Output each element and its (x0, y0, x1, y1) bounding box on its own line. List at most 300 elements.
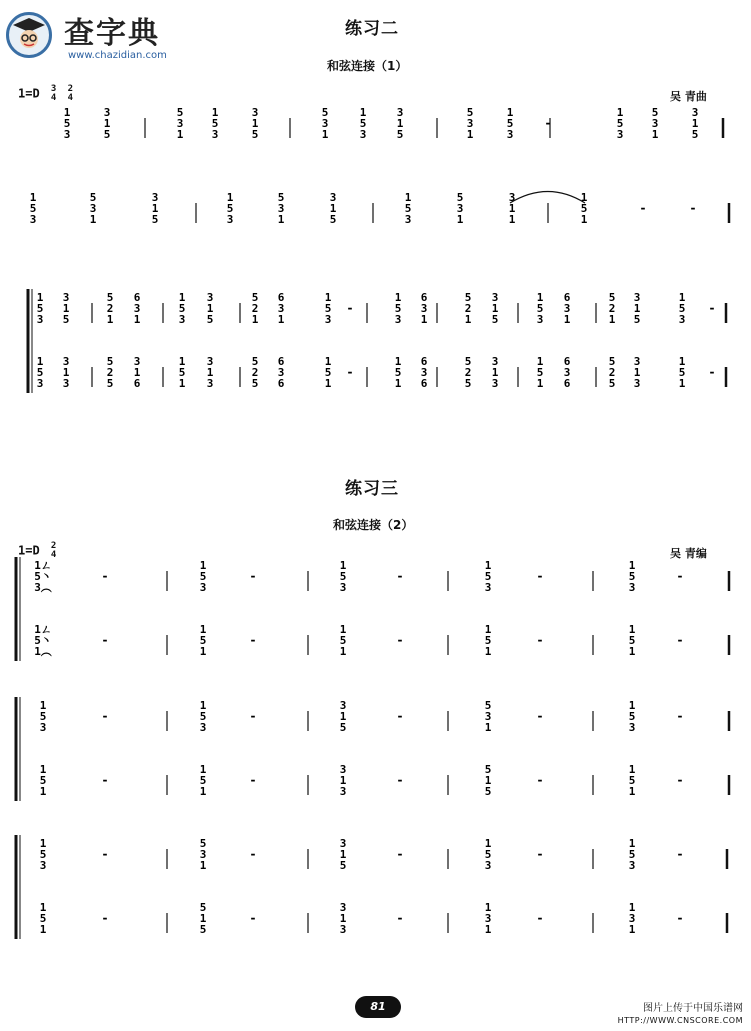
chord-note: 1 (491, 366, 499, 379)
logo-name: 查字典 (64, 16, 160, 51)
chord-note: 3 (206, 355, 214, 368)
page-number: 81 (355, 996, 401, 1018)
chord-note: 5 (536, 366, 544, 379)
chord-note: 1 (39, 837, 47, 850)
dash-rest: - (249, 773, 257, 787)
chord-note: 3 (484, 710, 492, 723)
chord-note: 3 (324, 313, 332, 326)
chord-note: 1 (39, 699, 47, 712)
chord-note: 1 (329, 202, 337, 215)
dash-rest: - (536, 773, 544, 787)
dash-rest: - (676, 633, 684, 647)
chord-note: 3 (39, 721, 47, 734)
chord-note: 5 (199, 837, 207, 850)
dash-rest: - (249, 847, 257, 861)
chord-note: 5 (339, 634, 347, 647)
chord-note: 1 (628, 699, 636, 712)
chord-note: 1 (277, 213, 285, 226)
chord-note: 5 (536, 302, 544, 315)
chord-note: 5 (324, 366, 332, 379)
chord-note: 1 (199, 859, 207, 872)
chord-note: 3 (199, 848, 207, 861)
chord-note: 5 (29, 202, 37, 215)
chord-note: 5 (464, 355, 472, 368)
chord-note: 5 (251, 128, 259, 141)
chord-note: 1 (89, 213, 97, 226)
chord-note: 1 (277, 313, 285, 326)
chord-note: 5 (199, 923, 207, 936)
chord-note: 1 (628, 763, 636, 776)
chord-note: 5 (63, 117, 71, 130)
chord-note: 1 (324, 291, 332, 304)
chord-note: 5 (178, 302, 186, 315)
chord-note: 5 (359, 117, 367, 130)
exercise-2-subtitle: 和弦连接（1） (327, 59, 408, 73)
chord-note: 5 (339, 721, 347, 734)
chord-note: 1 (206, 302, 214, 315)
chord-note: 5 (456, 191, 464, 204)
chord-note: 5 (678, 302, 686, 315)
chord-note: 5 (251, 291, 259, 304)
chord-note: 5 (491, 313, 499, 326)
chord-note: 1 (678, 291, 686, 304)
dash-rest: - (396, 569, 404, 583)
chord-note: 3 (651, 117, 659, 130)
chord-note: 6 (133, 291, 141, 304)
chord-note: 1 (199, 912, 207, 925)
chord-note: 1 (691, 117, 699, 130)
chord-note: 2 (608, 366, 616, 379)
chord-note: 1 (678, 377, 686, 390)
key-label: 1=D (18, 543, 40, 558)
chord-note: 1 (199, 559, 207, 572)
chord-note: 5 (89, 191, 97, 204)
time-signature-2: 2 4 (67, 84, 73, 103)
chord-note: 3︵ (34, 581, 52, 594)
chord-note: 3 (508, 191, 516, 204)
chord-note: 6 (420, 377, 428, 390)
chord-note: 5 (199, 710, 207, 723)
exercise-3-subtitle: 和弦连接（2） (333, 518, 414, 532)
chord-note: 5 (691, 128, 699, 141)
chord-note: 1 (62, 366, 70, 379)
dash-rest: - (346, 301, 354, 315)
chord-note: 1 (39, 923, 47, 936)
chord-note: 2 (464, 366, 472, 379)
chord-note: 5丶 (34, 570, 52, 583)
chord-note: 5 (199, 634, 207, 647)
chord-note: 5 (628, 710, 636, 723)
chord-note: 1 (339, 710, 347, 723)
dash-rest: - (639, 201, 647, 215)
footer-url: HTTP://WWW.CNSCORE.COM (617, 1016, 743, 1025)
chord-note: 5 (176, 106, 184, 119)
chord-note: 3 (536, 313, 544, 326)
chord-note: 3 (456, 202, 464, 215)
chord-note: 5 (616, 117, 624, 130)
chord-note: 1 (633, 366, 641, 379)
chord-note: 1 (628, 837, 636, 850)
chord-note: 1 (339, 912, 347, 925)
exercise-3-composer: 吴 青编 (670, 547, 707, 560)
chord-note: 1 (199, 785, 207, 798)
chord-note: 1 (62, 302, 70, 315)
chord-note: 3 (321, 117, 329, 130)
chord-note: 3 (39, 859, 47, 872)
dash-rest: - (101, 633, 109, 647)
chord-note: 3 (396, 106, 404, 119)
chord-note: 3 (628, 912, 636, 925)
chord-note: 1 (39, 763, 47, 776)
chord-note: 5 (339, 570, 347, 583)
chord-note: 3 (63, 128, 71, 141)
dash-rest: - (396, 709, 404, 723)
chord-note: 5 (628, 570, 636, 583)
chord-note: 1 (394, 377, 402, 390)
dash-rest: - (101, 847, 109, 861)
footer-line-1: 图片上传于中国乐谱网 (643, 1003, 743, 1014)
chord-note: 1 (484, 774, 492, 787)
chord-note: 6 (277, 291, 285, 304)
chord-note: 5 (394, 366, 402, 379)
chord-note: 1 (206, 366, 214, 379)
chord-note: 3 (36, 377, 44, 390)
dash-rest: - (249, 709, 257, 723)
chord-note: 2 (608, 302, 616, 315)
dash-rest: - (708, 365, 716, 379)
chord-note: 1 (178, 291, 186, 304)
chord-note: 2 (464, 302, 472, 315)
chord-note: 5 (199, 570, 207, 583)
dash-rest: - (676, 847, 684, 861)
chord-note: 6 (420, 355, 428, 368)
chord-note: 1 (106, 313, 114, 326)
chord-note: 3 (484, 859, 492, 872)
chord-note: 5 (678, 366, 686, 379)
chord-note: 3 (151, 191, 159, 204)
chord-note: 1ㄥ (34, 559, 52, 572)
chord-note: 6 (420, 291, 428, 304)
chord-note: 5 (211, 117, 219, 130)
chord-note: 6 (563, 377, 571, 390)
chord-note: 5丶 (34, 634, 52, 647)
chord-note: 5 (464, 291, 472, 304)
chord-note: 3 (277, 202, 285, 215)
chord-note: 3 (339, 837, 347, 850)
chord-note: 3 (133, 302, 141, 315)
chord-note: 1 (39, 785, 47, 798)
chord-note: 6 (563, 291, 571, 304)
dash-rest: - (101, 569, 109, 583)
chord-note: 6 (277, 355, 285, 368)
chord-note: 1 (226, 191, 234, 204)
chord-note: 5 (199, 901, 207, 914)
dash-rest: - (676, 911, 684, 925)
chord-note: 1 (464, 313, 472, 326)
chord-note: 3 (506, 128, 514, 141)
chord-note: 3 (420, 366, 428, 379)
chord-note: 3 (628, 721, 636, 734)
chord-note: 5 (106, 355, 114, 368)
chord-note: 1 (506, 106, 514, 119)
chord-note: 1 (580, 191, 588, 204)
chord-note: 1 (484, 837, 492, 850)
chord-note: 1 (616, 106, 624, 119)
chord-note: 1 (199, 699, 207, 712)
chord-note: 3 (339, 785, 347, 798)
chord-note: 5 (151, 213, 159, 226)
chord-note: 1 (133, 313, 141, 326)
chord-note: 3 (466, 117, 474, 130)
chord-note: 1 (133, 366, 141, 379)
chord-note: 1 (251, 117, 259, 130)
chord-note: 1 (394, 291, 402, 304)
chord-note: 1 (508, 213, 516, 226)
chord-note: 3 (563, 302, 571, 315)
chord-note: 3 (633, 377, 641, 390)
chord-note: 1 (608, 313, 616, 326)
chord-note: 3 (628, 859, 636, 872)
chord-note: 5 (394, 302, 402, 315)
chord-note: 1 (536, 377, 544, 390)
chord-note: 2 (106, 302, 114, 315)
chord-note: 1 (456, 213, 464, 226)
chord-note: 5 (226, 202, 234, 215)
chord-note: 5 (484, 763, 492, 776)
chord-note: 5 (62, 313, 70, 326)
chord-note: 1 (628, 785, 636, 798)
chord-note: 5 (628, 634, 636, 647)
time-signature: 2 4 (50, 541, 57, 560)
dash-rest: - (101, 911, 109, 925)
chord-note: 3 (226, 213, 234, 226)
chord-note: 6 (133, 377, 141, 390)
dash-rest: - (536, 911, 544, 925)
chord-note: 1 (199, 763, 207, 776)
chord-note: 3 (251, 106, 259, 119)
chord-note: 1 (339, 559, 347, 572)
chord-note: 3 (484, 912, 492, 925)
dash-rest: - (346, 365, 354, 379)
chord-note: 1 (484, 901, 492, 914)
chord-note: 1 (678, 355, 686, 368)
chord-note: 2 (251, 302, 259, 315)
chord-note: 5 (277, 191, 285, 204)
chord-note: 1 (151, 202, 159, 215)
dash-rest: - (101, 773, 109, 787)
chord-note: 3 (211, 128, 219, 141)
key-label: 1=D (18, 86, 40, 101)
chord-note: 3 (616, 128, 624, 141)
chord-note: 5 (608, 355, 616, 368)
dash-rest: - (101, 709, 109, 723)
chord-note: 3 (339, 763, 347, 776)
chord-note: 1 (484, 559, 492, 572)
chord-note: 3 (491, 355, 499, 368)
dash-rest: - (396, 847, 404, 861)
chord-note: 3 (62, 355, 70, 368)
dash-rest: - (249, 633, 257, 647)
chord-note: 1ㄥ (34, 623, 52, 636)
chord-note: 5 (251, 377, 259, 390)
chord-note: 5 (206, 313, 214, 326)
chord-note: 5 (324, 302, 332, 315)
chord-note: 1 (39, 901, 47, 914)
chord-note: 2 (251, 366, 259, 379)
chord-note: 1 (580, 213, 588, 226)
chord-note: 1 (508, 202, 516, 215)
time-signature-1: 3 4 (50, 84, 57, 103)
chord-note: 3 (176, 117, 184, 130)
chord-note: 5 (608, 291, 616, 304)
chord-note: 1 (628, 901, 636, 914)
chord-note: 3 (89, 202, 97, 215)
chord-note: 5 (506, 117, 514, 130)
chord-note: 1 (484, 721, 492, 734)
chord-note: 3 (277, 366, 285, 379)
chord-note: 1 (178, 377, 186, 390)
chord-note: 1 (359, 106, 367, 119)
chord-note: 3 (491, 291, 499, 304)
chord-note: 3 (133, 355, 141, 368)
chord-note: 3 (633, 355, 641, 368)
chord-note: 5 (251, 355, 259, 368)
chord-note: 3 (329, 191, 337, 204)
dash-rest: - (396, 633, 404, 647)
chord-note: 1 (628, 645, 636, 658)
dash-rest: - (536, 847, 544, 861)
chord-note: 3 (563, 366, 571, 379)
chord-note: 1 (628, 623, 636, 636)
chord-note: 1 (29, 191, 37, 204)
chord-note: 3 (491, 377, 499, 390)
chord-note: 1 (466, 128, 474, 141)
chord-note: 1 (63, 106, 71, 119)
chord-note: 5 (39, 848, 47, 861)
chord-note: 6 (563, 355, 571, 368)
chord-note: 3 (339, 699, 347, 712)
chord-note: 1 (339, 645, 347, 658)
chord-note: 3 (633, 291, 641, 304)
dash-rest: - (249, 569, 257, 583)
dash-rest: - (544, 116, 552, 130)
dash-rest: - (676, 709, 684, 723)
chord-note: 5 (628, 848, 636, 861)
chord-note: 1 (628, 559, 636, 572)
chord-note: 5 (199, 774, 207, 787)
chord-note: 5 (484, 570, 492, 583)
chord-note: 6 (277, 377, 285, 390)
chord-note: 3 (199, 721, 207, 734)
chord-note: 5 (39, 912, 47, 925)
chord-note: 5 (633, 313, 641, 326)
dash-rest: - (689, 201, 697, 215)
chord-note: 1 (484, 623, 492, 636)
chord-note: 1 (321, 128, 329, 141)
dash-rest: - (676, 569, 684, 583)
chord-note: 5 (103, 128, 111, 141)
chord-note: 5 (106, 291, 114, 304)
chord-note: 3 (359, 128, 367, 141)
chord-note: 3 (206, 377, 214, 390)
chord-note: 1 (404, 191, 412, 204)
chord-note: 1 (339, 623, 347, 636)
chord-note: 1 (339, 848, 347, 861)
dash-rest: - (396, 911, 404, 925)
chord-note: 5 (321, 106, 329, 119)
chord-note: 1 (324, 377, 332, 390)
chord-note: 1 (536, 355, 544, 368)
chord-note: 1︵ (34, 645, 52, 658)
chord-note: 3 (339, 923, 347, 936)
chord-note: 1 (420, 313, 428, 326)
chord-note: 3 (420, 302, 428, 315)
chord-note: 1 (211, 106, 219, 119)
chord-note: 1 (628, 923, 636, 936)
dash-rest: - (249, 911, 257, 925)
chord-note: 1 (484, 923, 492, 936)
chord-note: 3 (404, 213, 412, 226)
chord-note: 1 (563, 313, 571, 326)
chord-note: 1 (251, 313, 259, 326)
chord-note: 5 (396, 128, 404, 141)
chord-note: 3 (206, 291, 214, 304)
chord-note: 1 (491, 302, 499, 315)
chord-note: 5 (106, 377, 114, 390)
chord-note: 1 (199, 623, 207, 636)
dash-rest: - (536, 709, 544, 723)
logo-url: www.chazidian.com (68, 50, 167, 61)
chord-note: 1 (324, 355, 332, 368)
chord-note: 5 (329, 213, 337, 226)
dash-rest: - (536, 569, 544, 583)
chord-note: 5 (484, 785, 492, 798)
chord-note: 1 (36, 291, 44, 304)
chord-note: 1 (36, 355, 44, 368)
chord-note: 1 (339, 774, 347, 787)
chord-note: 5 (178, 366, 186, 379)
chord-note: 3 (103, 106, 111, 119)
chord-note: 3 (339, 581, 347, 594)
chord-note: 3 (62, 377, 70, 390)
chord-note: 1 (103, 117, 111, 130)
chord-note: 1 (536, 291, 544, 304)
chord-note: 3 (394, 313, 402, 326)
dash-rest: - (396, 773, 404, 787)
chord-note: 5 (404, 202, 412, 215)
chord-note: 3 (484, 581, 492, 594)
chord-note: 5 (484, 848, 492, 861)
chord-note: 1 (176, 128, 184, 141)
chord-note: 5 (484, 699, 492, 712)
chord-note: 5 (339, 859, 347, 872)
chord-note: 5 (628, 774, 636, 787)
chord-note: 5 (608, 377, 616, 390)
chord-note: 1 (633, 302, 641, 315)
chord-note: 3 (62, 291, 70, 304)
chord-note: 5 (36, 366, 44, 379)
dash-rest: - (676, 773, 684, 787)
tie-slur (510, 192, 585, 204)
chord-note: 3 (199, 581, 207, 594)
chord-note: 5 (651, 106, 659, 119)
chord-note: 3 (36, 313, 44, 326)
chord-note: 5 (39, 774, 47, 787)
chord-note: 3 (29, 213, 37, 226)
chord-note: 1 (394, 355, 402, 368)
chord-note: 1 (178, 355, 186, 368)
dash-rest: - (708, 301, 716, 315)
